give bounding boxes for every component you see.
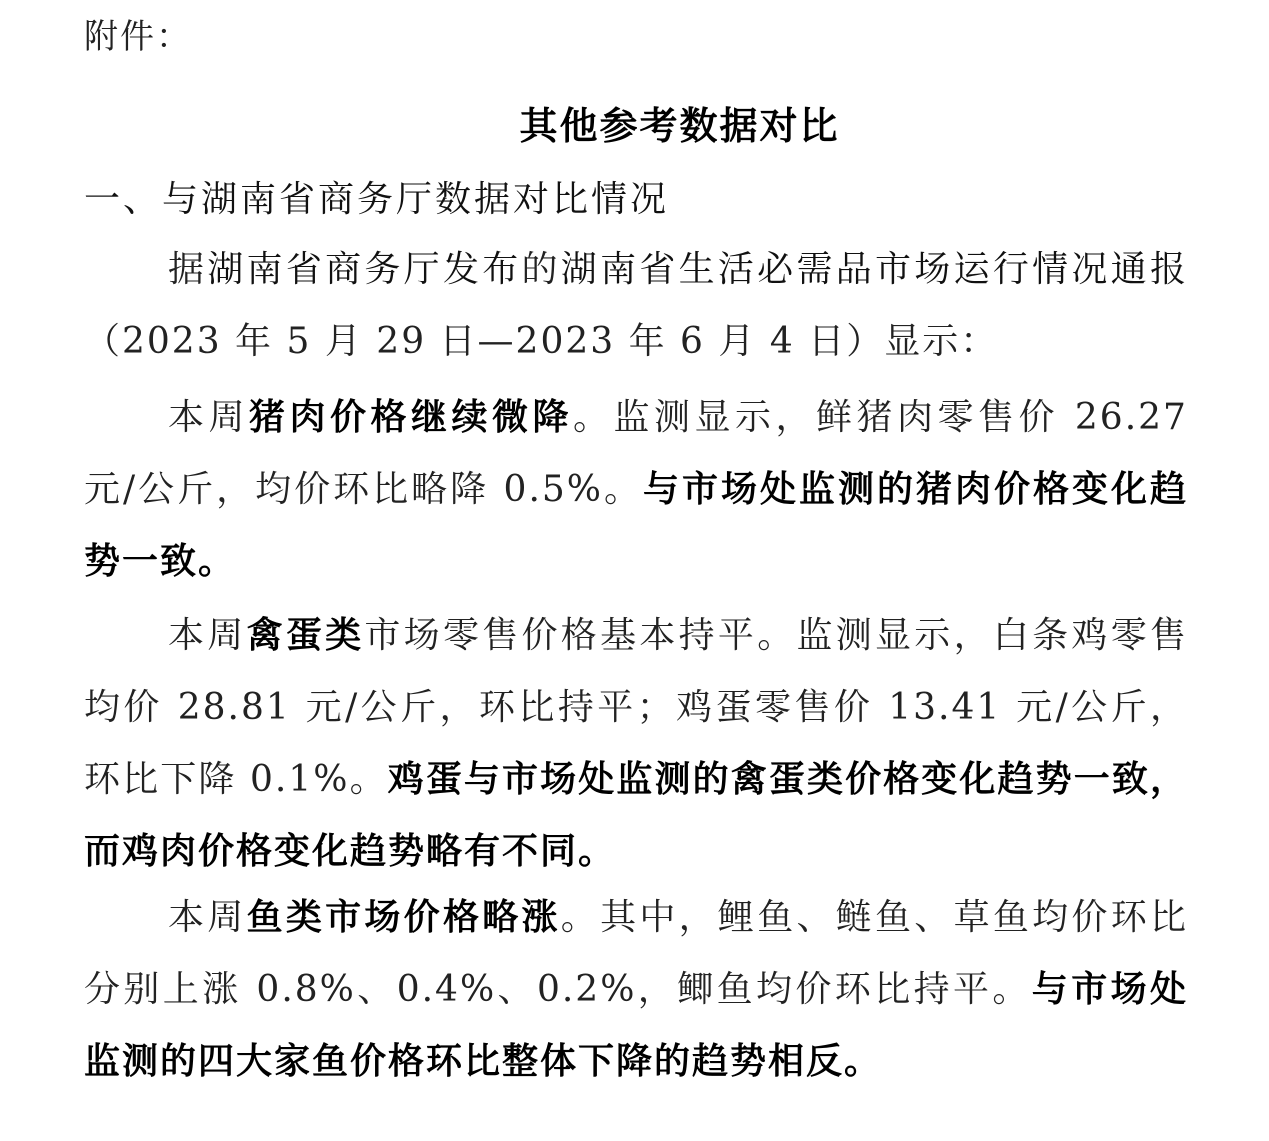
poultry-conclusion: 鸡蛋与市场处监测的禽蛋类价格变化趋势一致，而鸡肉价格变化趋势略有不同。	[84, 759, 1188, 872]
poultry-highlight: 禽蛋类	[246, 615, 365, 656]
poultry-lead: 本周	[168, 615, 247, 656]
pork-highlight: 猪肉价格继续微降	[249, 397, 573, 438]
intro-date-range: （2023 年 5 月 29 日—2023 年 6 月 4 日）显示：	[84, 321, 999, 362]
intro-text-c: 的	[521, 249, 561, 290]
intro-text-a: 据	[168, 249, 208, 290]
poultry-paragraph	[84, 600, 1188, 888]
attachment-label: 附件：	[84, 17, 192, 57]
fish-highlight: 鱼类市场价格略涨	[246, 897, 561, 938]
fish-paragraph	[84, 882, 1188, 1098]
fish-lead: 本周	[168, 897, 247, 938]
pork-lead: 本周	[168, 397, 249, 438]
intro-paragraph	[84, 234, 1188, 378]
intro-report-name: 湖南省生活必需品市场运行情况通报	[560, 249, 1188, 290]
pork-paragraph	[84, 382, 1188, 598]
pork-conclusion: 与市场处监测的猪肉价格变化趋势一致。	[84, 469, 1188, 582]
fish-detail: 。其中，鲤鱼、鲢鱼、草鱼均价环比分别上涨 0.8%、0.4%、0.2%，鲫鱼均价环比持平。	[84, 897, 1188, 1010]
pork-detail: 。监测显示，鲜猪肉零售价 26.27 元/公斤，均价环比略降 0.5%。	[84, 397, 1188, 510]
fish-conclusion: 与市场处监测的四大家鱼价格环比整体下降的趋势相反。	[84, 969, 1188, 1082]
section-heading: 一、与湖南省商务厅数据对比情况	[84, 179, 670, 220]
poultry-detail: 市场零售价格基本持平。监测显示，白条鸡零售均价 28.81 元/公斤，环比持平；鸡蛋零售价 13.41 元/公斤，环比下降 0.1%。	[84, 615, 1188, 800]
intro-source: 湖南省商务厅发布	[207, 249, 522, 290]
page-title: 其他参考数据对比	[519, 104, 840, 148]
